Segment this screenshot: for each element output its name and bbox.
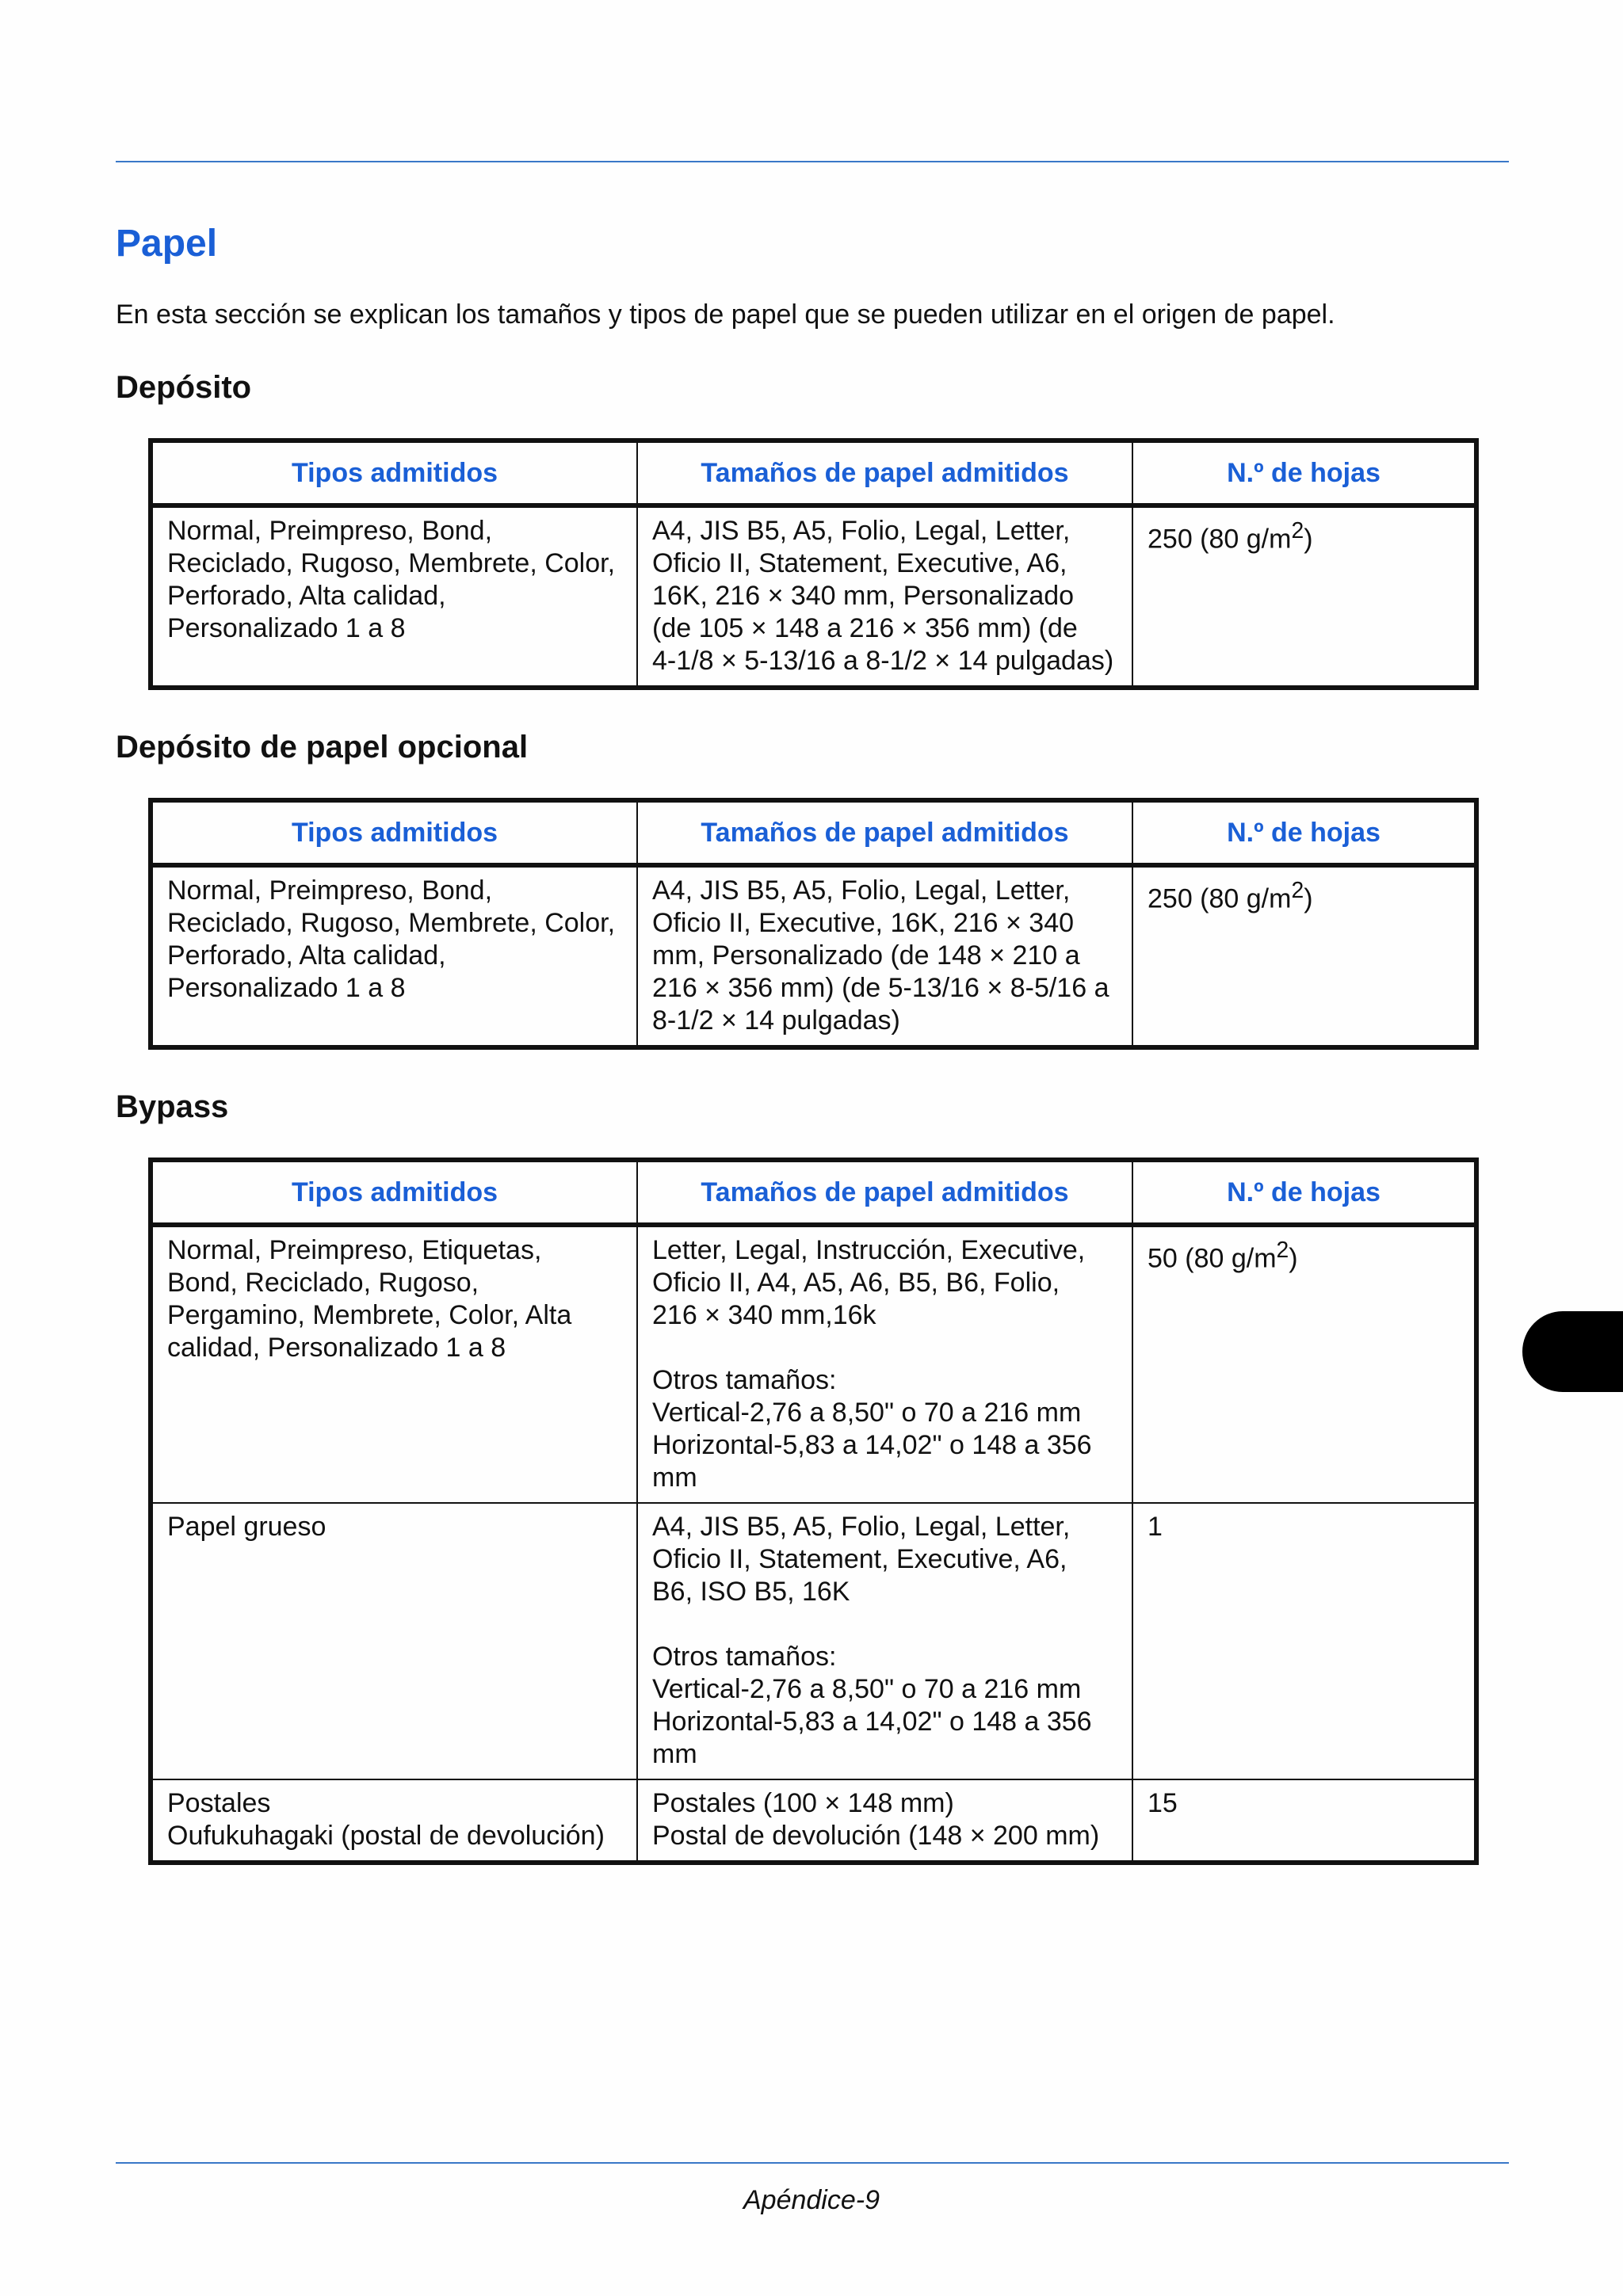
column-header-types: Tipos admitidos bbox=[151, 1160, 637, 1225]
sheets-suffix: ) bbox=[1304, 883, 1313, 914]
column-header-sizes: Tamaños de papel admitidos bbox=[637, 441, 1132, 505]
paper-table-deposito-opcional bbox=[148, 798, 1479, 1050]
column-header-types: Tipos admitidos bbox=[151, 800, 637, 865]
table-header-row bbox=[151, 441, 1476, 505]
table-row bbox=[151, 1225, 1476, 1503]
cell-types: Postales Oufukuhagaki (postal de devolución) bbox=[151, 1779, 637, 1863]
sheets-value: 250 (80 g/m bbox=[1148, 883, 1292, 914]
paper-table-deposito bbox=[148, 438, 1479, 690]
cell-types: Normal, Preimpreso, Etiquetas, Bond, Reciclado, Rugoso, Pergamino, Membrete, Color, Alta calidad, Personalizado 1 a 8 bbox=[151, 1225, 637, 1503]
sheets-superscript: 2 bbox=[1291, 518, 1304, 543]
column-header-sizes: Tamaños de papel admitidos bbox=[637, 1160, 1132, 1225]
table-row bbox=[151, 1779, 1476, 1863]
paper-table-bypass bbox=[148, 1158, 1479, 1865]
table-header-row bbox=[151, 800, 1476, 865]
cell-sheets bbox=[1132, 865, 1476, 1047]
table-row bbox=[151, 505, 1476, 688]
table-row bbox=[151, 865, 1476, 1047]
cell-sizes: Letter, Legal, Instrucción, Executive, Oficio II, A4, A5, A6, B5, B6, Folio, 216 × 340 mm,16k Otros tamaños: Vertical-2,76 a 8,50" o 70 a 216 mm Horizontal-5,83 a 14,02" o 148 a 356 mm bbox=[637, 1225, 1132, 1503]
cell-types: Normal, Preimpreso, Bond, Reciclado, Rugoso, Membrete, Color, Perforado, Alta calidad, Personalizado 1 a 8 bbox=[151, 505, 637, 688]
cell-types: Papel grueso bbox=[151, 1503, 637, 1779]
sheets-superscript: 2 bbox=[1291, 878, 1304, 903]
intro-paragraph: En esta sección se explican los tamaños y tipos de papel que se pueden utilizar en el origen de papel. bbox=[116, 299, 1335, 330]
cell-sheets: 1 bbox=[1132, 1503, 1476, 1779]
column-header-sheets: N.º de hojas bbox=[1132, 800, 1476, 865]
cell-sheets bbox=[1132, 1225, 1476, 1503]
column-header-types: Tipos admitidos bbox=[151, 441, 637, 505]
column-header-sizes: Tamaños de papel admitidos bbox=[637, 800, 1132, 865]
section-heading-bypass: Bypass bbox=[116, 1089, 229, 1124]
header-rule bbox=[116, 161, 1509, 162]
chapter-tab-marker bbox=[1522, 1311, 1623, 1392]
cell-sizes: A4, JIS B5, A5, Folio, Legal, Letter, Oficio II, Executive, 16K, 216 × 340 mm, Personalizado (de 148 × 210 a 216 × 356 mm) (de 5-13/16 × 8-5/16 a 8-1/2 × 14 pulgadas) bbox=[637, 865, 1132, 1047]
column-header-sheets: N.º de hojas bbox=[1132, 441, 1476, 505]
sheets-suffix: ) bbox=[1289, 1243, 1298, 1274]
page-footer: Apéndice-9 bbox=[743, 2185, 880, 2215]
cell-sizes: A4, JIS B5, A5, Folio, Legal, Letter, Oficio II, Statement, Executive, A6, 16K, 216 × 340 mm, Personalizado (de 105 × 148 a 216 × 356 mm) (de 4-1/8 × 5-13/16 a 8-1/2 × 14 pulgadas) bbox=[637, 505, 1132, 688]
sheets-superscript: 2 bbox=[1276, 1238, 1289, 1263]
table-header-row bbox=[151, 1160, 1476, 1225]
section-heading-deposito: Depósito bbox=[116, 370, 252, 405]
sheets-suffix: ) bbox=[1304, 524, 1313, 555]
cell-sheets: 15 bbox=[1132, 1779, 1476, 1863]
cell-sizes: Postales (100 × 148 mm) Postal de devolución (148 × 200 mm) bbox=[637, 1779, 1132, 1863]
section-heading-deposito-opcional: Depósito de papel opcional bbox=[116, 730, 529, 765]
cell-sizes: A4, JIS B5, A5, Folio, Legal, Letter, Oficio II, Statement, Executive, A6, B6, ISO B5, 16K Otros tamaños: Vertical-2,76 a 8,50" o 70 a 216 mm Horizontal-5,83 a 14,02" o 148 a 356 mm bbox=[637, 1503, 1132, 1779]
column-header-sheets: N.º de hojas bbox=[1132, 1160, 1476, 1225]
page-title: Papel bbox=[116, 223, 218, 265]
cell-sheets bbox=[1132, 505, 1476, 688]
sheets-value: 250 (80 g/m bbox=[1148, 524, 1292, 555]
cell-types: Normal, Preimpreso, Bond, Reciclado, Rugoso, Membrete, Color, Perforado, Alta calidad, Personalizado 1 a 8 bbox=[151, 865, 637, 1047]
footer-rule bbox=[116, 2162, 1509, 2164]
sheets-value: 50 (80 g/m bbox=[1148, 1243, 1277, 1274]
table-row bbox=[151, 1503, 1476, 1779]
